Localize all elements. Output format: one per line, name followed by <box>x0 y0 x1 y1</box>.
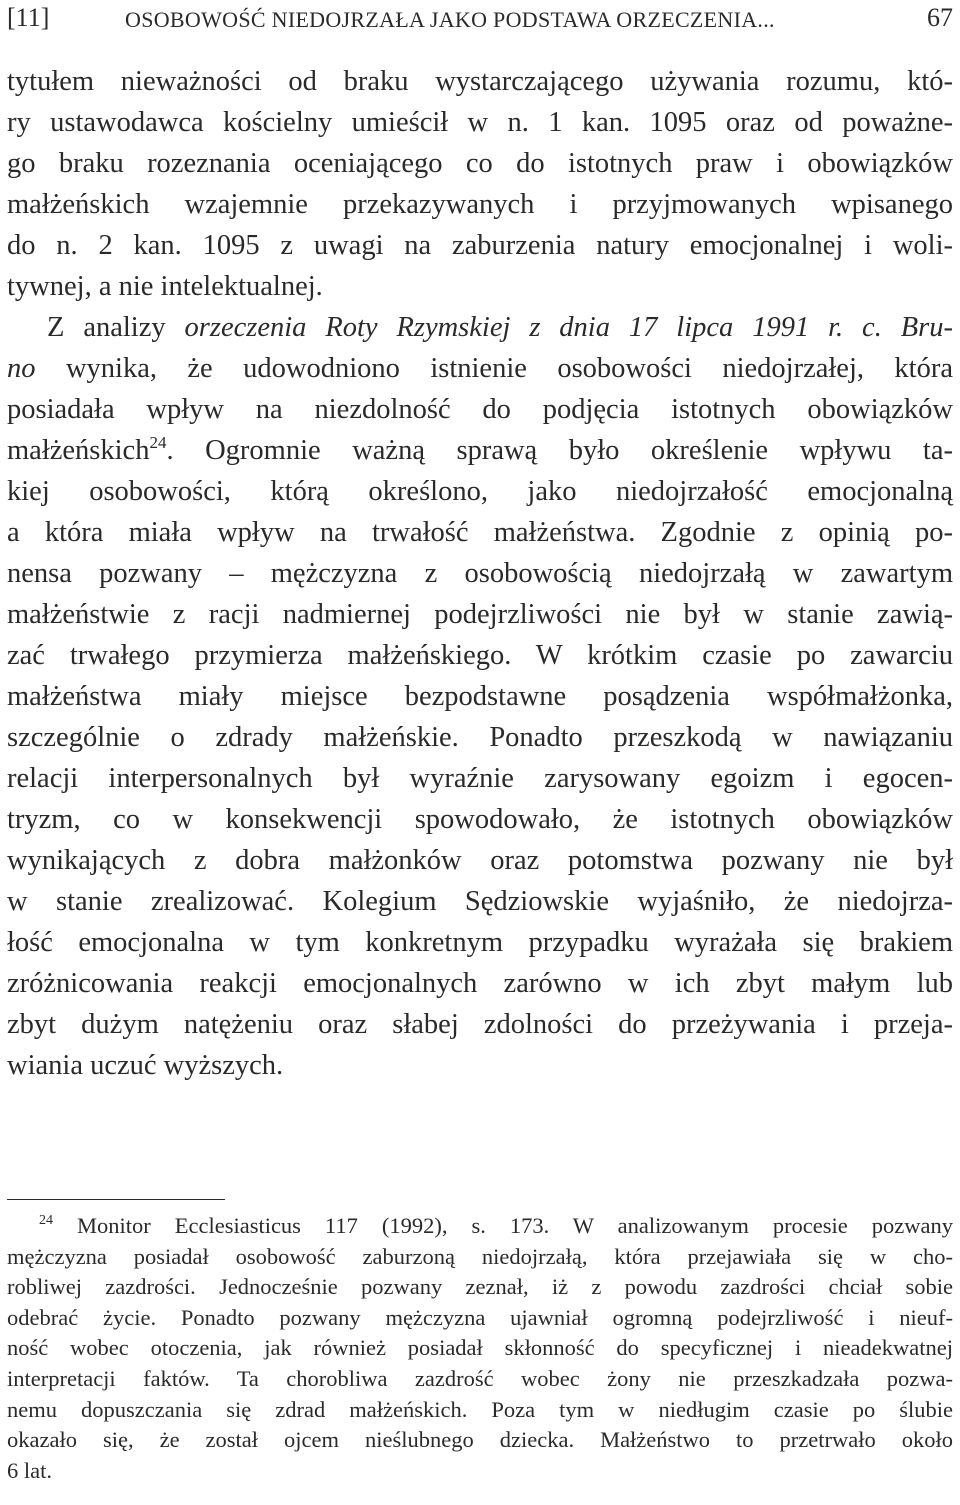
text-line: wynikających z dobra małżonków oraz potomstwa pozwany nie był <box>7 845 953 876</box>
footnote-line: odebrać życie. Ponadto pozwany mężczyzna ujawniał ogromną podejrzliwość i nieuf- <box>7 1304 953 1330</box>
text-line: zać trwałego przymierza małżeńskiego. W krótkim czasie po zawarciu <box>7 640 953 671</box>
text-line <box>7 307 953 348</box>
text-run: . Ogromnie ważną sprawą było określenie wpływu ta- <box>166 435 953 466</box>
footnote-line: robliwej zazdrości. Jednocześnie pozwany zeznał, iż z powodu zazdrości chciał sobie <box>7 1274 953 1300</box>
text-line: w stanie zrealizować. Kolegium Sędziowskie wyjaśniło, że niedojrza- <box>7 886 953 917</box>
text-line: kiej osobowości, którą określono, jako niedojrzałość emocjonalną <box>7 476 953 507</box>
text-run: wynika, że udowodniono istnienie osobowości niedojrzałej, która <box>35 353 953 384</box>
text-line: łość emocjonalna w tym konkretnym przypadku wyrażała się brakiem <box>7 927 953 958</box>
text-line: relacji interpersonalnych był wyraźnie zarysowany egoizm i egocen- <box>7 763 953 794</box>
main-text <box>7 61 953 1086</box>
footnote-line: mężczyzna posiadał osobowość zaburzoną niedojrzałą, która przejawiała się w cho- <box>7 1243 953 1269</box>
text-line: szczególnie o zdrady małżeńskie. Ponadto przeszkodą w nawiązaniu <box>7 722 953 753</box>
text-line: tywnej, a nie intelektualnej. <box>7 271 323 302</box>
running-title: OSOBOWOŚĆ NIEDOJRZAŁA JAKO PODSTAWA ORZECZENIA... <box>125 7 775 32</box>
text-line: małżeństwa miały miejsce bezpodstawne posądzenia współmałżonka, <box>7 681 953 712</box>
text-line: wiania uczuć wyższych. <box>7 1050 284 1081</box>
text-line: zbyt dużym natężeniu oraz słabej zdolności do przeżywania i przeja- <box>7 1009 953 1040</box>
page-number: 67 <box>927 3 953 32</box>
footnote-line: nemu dopuszczania się zdrad małżeńskich. Poza tym w niedługim czasie po ślubie <box>7 1396 953 1422</box>
text-line <box>7 430 953 471</box>
footnote-line: okazało się, że został ojcem nieślubnego dziecka. Małżeństwo to przetrwało około <box>7 1427 953 1453</box>
footnote-line: interpretacji faktów. Ta chorobliwa zazdrość wobec żony nie przeszkadzała pozwa- <box>7 1365 953 1391</box>
footnote-line: 6 lat. <box>7 1457 52 1483</box>
text-line: tryzm, co w konsekwencji spowodowało, że istotnych obowiązków <box>7 804 953 835</box>
chapter-number: [11] <box>7 3 50 32</box>
footnote-reference[interactable]: 24 <box>149 433 167 452</box>
footnote-number: 24 <box>39 1213 53 1228</box>
running-header <box>7 0 953 40</box>
footnote-separator <box>7 1199 225 1200</box>
text-line: małżeńskich wzajemnie przekazywanych i przyjmowanych wpisanego <box>7 189 953 220</box>
text-line: ry ustawodawca kościelny umieścił w n. 1 kan. 1095 oraz od poważne- <box>7 107 953 138</box>
text-line: małżeństwie z racji nadmiernej podejrzliwości nie był w stanie zawią- <box>7 599 953 630</box>
footnote-line <box>7 1211 953 1242</box>
text-line: go braku rozeznania oceniającego co do istotnych praw i obowiązków <box>7 148 953 179</box>
text-line: nensa pozwany – mężczyzna z osobowością niedojrzałą w zawartym <box>7 558 953 589</box>
text-line: do n. 2 kan. 1095 z uwagi na zaburzenia natury emocjonalnej i woli- <box>7 230 953 261</box>
case-citation: no <box>7 353 36 384</box>
text-run: Z analizy <box>47 312 185 343</box>
text-line: tytułem nieważności od braku wystarczającego używania rozumu, któ- <box>7 66 953 97</box>
footnote <box>7 1211 953 1486</box>
text-line: zróżnicowania reakcji emocjonalnych zarówno w ich zbyt małym lub <box>7 968 953 999</box>
text-run: małżeńskich <box>7 435 150 466</box>
text-line: posiadała wpływ na niezdolność do podjęcia istotnych obowiązków <box>7 394 953 425</box>
text-line <box>7 348 953 389</box>
case-citation: orzeczenia Roty Rzymskiej z dnia 17 lipca 1991 r. c. Bru- <box>184 312 953 343</box>
footnote-line: ność wobec otoczenia, jak również posiadał skłonność do specyficznej i nieadekwatnej <box>7 1335 953 1361</box>
text-run: Monitor Ecclesiasticus 117 (1992), s. 173. W analizowanym procesie pozwany <box>53 1213 953 1238</box>
text-line: a która miała wpływ na trwałość małżeństwa. Zgodnie z opinią po- <box>7 517 953 548</box>
